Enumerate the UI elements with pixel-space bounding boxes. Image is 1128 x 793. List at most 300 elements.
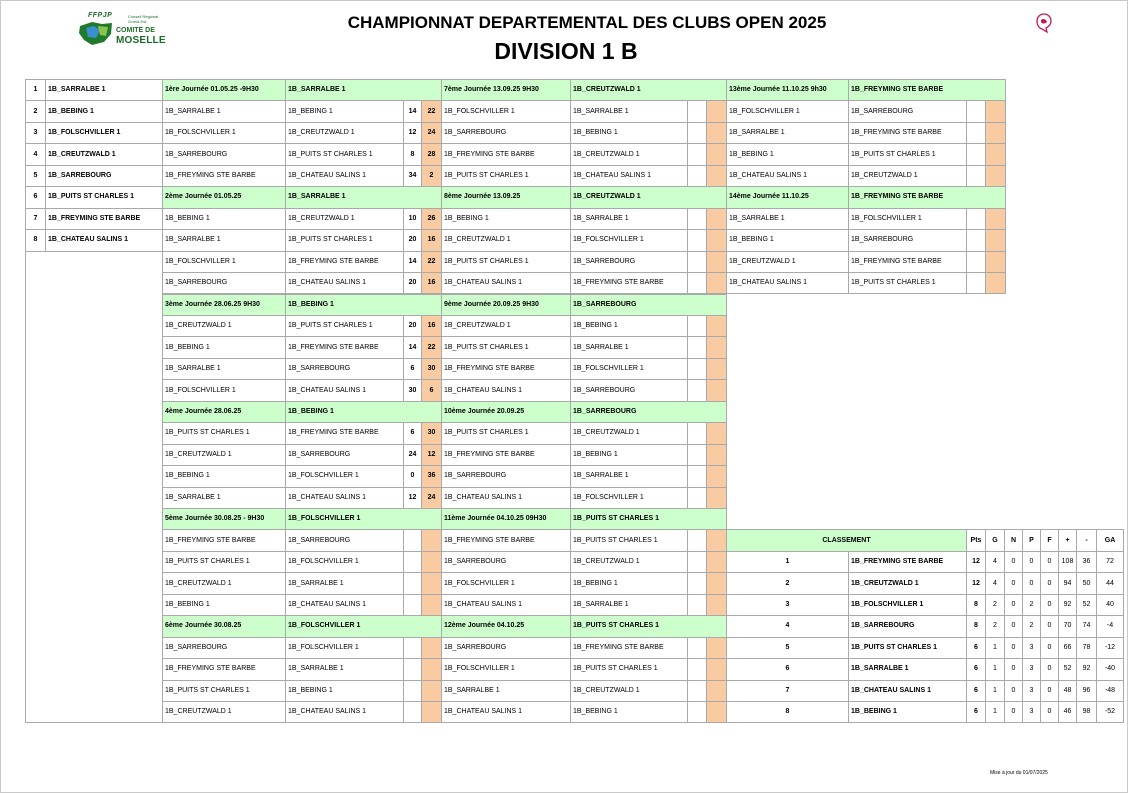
match-score-away (706, 465, 727, 487)
match-score-away (706, 143, 727, 165)
round-host: 1B_FREYMING STE BARBE (848, 186, 1006, 208)
match-home-team: 1B_PUITS ST CHARLES 1 (441, 165, 571, 187)
match-away-team: 1B_FOLSCHVILLER 1 (570, 229, 688, 251)
match-home-team: 1B_FOLSCHVILLER 1 (162, 251, 286, 273)
match-home-team: 1B_CREUTZWALD 1 (162, 701, 286, 723)
match-home-team: 1B_FREYMING STE BARBE (162, 165, 286, 187)
match-away-team: 1B_SARREBOURG (285, 529, 404, 551)
match-away-team: 1B_CHATEAU SALINS 1 (570, 165, 688, 187)
match-score-away (985, 229, 1006, 251)
standings-pts: 6 (966, 637, 986, 659)
match-score-home (687, 487, 707, 509)
team-number: 8 (25, 229, 46, 251)
match-away-team: 1B_CREUTZWALD 1 (285, 208, 404, 230)
match-score-away (421, 594, 442, 616)
match-score-away (706, 229, 727, 251)
match-score-home (687, 422, 707, 444)
standings-g: 1 (985, 658, 1005, 680)
match-score-home (966, 208, 986, 230)
match-away-team: 1B_PUITS ST CHARLES 1 (848, 272, 967, 294)
match-score-away (706, 315, 727, 337)
logo-committee-line1: COMITE DE (116, 27, 155, 34)
match-home-team: 1B_CREUTZWALD 1 (726, 251, 849, 273)
standings-g: 1 (985, 680, 1005, 702)
match-score-home (687, 336, 707, 358)
match-home-team: 1B_FREYMING STE BARBE (441, 529, 571, 551)
match-score-home: 12 (403, 487, 422, 509)
match-away-team: 1B_FREYMING STE BARBE (285, 336, 404, 358)
standings-pts: 8 (966, 594, 986, 616)
team-name: 1B_SARRALBE 1 (45, 79, 163, 101)
standings-p: 3 (1022, 701, 1041, 723)
logo-region: Conseil Régional Grand-Est (128, 14, 159, 24)
match-score-home: 0 (403, 465, 422, 487)
match-home-team: 1B_SARREBOURG (441, 637, 571, 659)
standings-p: 2 (1022, 594, 1041, 616)
match-score-home (403, 680, 422, 702)
match-score-away (706, 680, 727, 702)
standings-plus: 48 (1058, 680, 1077, 702)
standings-ga: -40 (1096, 658, 1124, 680)
standings-team: 1B_BEBING 1 (848, 701, 967, 723)
match-score-away (706, 272, 727, 294)
standings-p: 0 (1022, 572, 1041, 594)
standings-team: 1B_CHATEAU SALINS 1 (848, 680, 967, 702)
standings-g: 2 (985, 615, 1005, 637)
match-score-home (687, 272, 707, 294)
match-home-team: 1B_PUITS ST CHARLES 1 (441, 422, 571, 444)
match-score-away (985, 208, 1006, 230)
match-score-home: 20 (403, 272, 422, 294)
match-score-home (687, 680, 707, 702)
match-score-away: 22 (421, 251, 442, 273)
round-host: 1B_PUITS ST CHARLES 1 (570, 615, 727, 637)
match-score-home (687, 572, 707, 594)
match-home-team: 1B_PUITS ST CHARLES 1 (441, 336, 571, 358)
match-away-team: 1B_FREYMING STE BARBE (285, 422, 404, 444)
match-score-away: 6 (421, 379, 442, 401)
match-away-team: 1B_CHATEAU SALINS 1 (285, 701, 404, 723)
match-score-home (966, 272, 986, 294)
match-score-home (966, 143, 986, 165)
match-away-team: 1B_PUITS ST CHARLES 1 (570, 529, 688, 551)
match-score-away (985, 272, 1006, 294)
round-host: 1B_SARREBOURG (570, 294, 727, 316)
standings-ga: 40 (1096, 594, 1124, 616)
standings-plus: 94 (1058, 572, 1077, 594)
round-host: 1B_SARRALBE 1 (285, 186, 442, 208)
standings-plus: 92 (1058, 594, 1077, 616)
team-name: 1B_FOLSCHVILLER 1 (45, 122, 163, 144)
match-score-home (966, 122, 986, 144)
match-home-team: 1B_SARRALBE 1 (162, 487, 286, 509)
team-name: 1B_BEBING 1 (45, 100, 163, 122)
match-away-team: 1B_SARREBOURG (848, 229, 967, 251)
match-away-team: 1B_CHATEAU SALINS 1 (285, 487, 404, 509)
match-away-team: 1B_SARREBOURG (285, 358, 404, 380)
match-away-team: 1B_BEBING 1 (285, 680, 404, 702)
match-away-team: 1B_SARRALBE 1 (570, 100, 688, 122)
match-home-team: 1B_FREYMING STE BARBE (162, 658, 286, 680)
match-score-away (706, 358, 727, 380)
match-away-team: 1B_BEBING 1 (570, 572, 688, 594)
standings-g: 1 (985, 637, 1005, 659)
standings-minus: 96 (1076, 680, 1097, 702)
match-home-team: 1B_CREUTZWALD 1 (441, 229, 571, 251)
match-score-away: 16 (421, 272, 442, 294)
round-host: 1B_BEBING 1 (285, 401, 442, 423)
update-note: Mise à jour du 01/07/2025 (990, 770, 1048, 776)
standings-f: 0 (1040, 658, 1059, 680)
round-label: 12ème Journée 04.10.25 (441, 615, 571, 637)
match-away-team: 1B_PUITS ST CHARLES 1 (570, 658, 688, 680)
match-home-team: 1B_SARREBOURG (441, 122, 571, 144)
match-away-team: 1B_SARRALBE 1 (285, 658, 404, 680)
standings-f: 0 (1040, 594, 1059, 616)
match-home-team: 1B_CHATEAU SALINS 1 (726, 165, 849, 187)
match-score-home: 10 (403, 208, 422, 230)
match-away-team: 1B_CREUTZWALD 1 (570, 422, 688, 444)
match-score-away (706, 100, 727, 122)
match-away-team: 1B_FOLSCHVILLER 1 (570, 487, 688, 509)
match-score-away (706, 487, 727, 509)
match-score-away: 22 (421, 100, 442, 122)
match-away-team: 1B_FOLSCHVILLER 1 (570, 358, 688, 380)
match-score-home (687, 143, 707, 165)
match-away-team: 1B_SARRALBE 1 (285, 572, 404, 594)
match-score-away: 24 (421, 487, 442, 509)
match-score-away (985, 165, 1006, 187)
match-score-away (706, 572, 727, 594)
standings-f: 0 (1040, 701, 1059, 723)
match-away-team: 1B_FREYMING STE BARBE (848, 251, 967, 273)
match-score-away: 36 (421, 465, 442, 487)
match-home-team: 1B_BEBING 1 (441, 208, 571, 230)
match-score-away (985, 122, 1006, 144)
round-label: 7ème Journée 13.09.25 9H30 (441, 79, 571, 101)
match-score-home: 14 (403, 100, 422, 122)
match-home-team: 1B_SARRALBE 1 (162, 100, 286, 122)
standings-pts: 8 (966, 615, 986, 637)
match-score-away: 16 (421, 229, 442, 251)
match-score-away (706, 637, 727, 659)
standings-column-header: F (1040, 529, 1059, 551)
match-away-team: 1B_CREUTZWALD 1 (570, 551, 688, 573)
match-away-team: 1B_SARRALBE 1 (570, 208, 688, 230)
standings-rank: 3 (726, 594, 849, 616)
match-score-home (687, 551, 707, 573)
round-label: 9ème Journée 20.09.25 9H30 (441, 294, 571, 316)
match-home-team: 1B_CHATEAU SALINS 1 (441, 272, 571, 294)
standings-n: 0 (1004, 572, 1023, 594)
match-home-team: 1B_CHATEAU SALINS 1 (441, 487, 571, 509)
match-score-home (687, 315, 707, 337)
match-away-team: 1B_BEBING 1 (570, 122, 688, 144)
match-home-team: 1B_CREUTZWALD 1 (162, 315, 286, 337)
blank-area (25, 251, 163, 724)
match-away-team: 1B_PUITS ST CHARLES 1 (285, 143, 404, 165)
match-score-away: 12 (421, 444, 442, 466)
match-home-team: 1B_CREUTZWALD 1 (441, 315, 571, 337)
match-home-team: 1B_SARRALBE 1 (441, 680, 571, 702)
match-away-team: 1B_FREYMING STE BARBE (848, 122, 967, 144)
standings-column-header: G (985, 529, 1005, 551)
match-score-home (687, 444, 707, 466)
round-label: 13ème Journée 11.10.25 9h30 (726, 79, 849, 101)
logo-org: FFPJP (88, 12, 113, 19)
match-score-away (706, 422, 727, 444)
match-score-away (985, 251, 1006, 273)
match-home-team: 1B_FREYMING STE BARBE (441, 444, 571, 466)
match-away-team: 1B_BEBING 1 (285, 100, 404, 122)
standings-f: 0 (1040, 551, 1059, 573)
page-title: CHAMPIONNAT DEPARTEMENTAL DES CLUBS OPEN 2025 (347, 13, 827, 32)
match-score-away (985, 143, 1006, 165)
match-away-team: 1B_CHATEAU SALINS 1 (285, 272, 404, 294)
match-score-away (421, 680, 442, 702)
match-home-team: 1B_FREYMING STE BARBE (162, 529, 286, 551)
match-away-team: 1B_FREYMING STE BARBE (570, 637, 688, 659)
standings-plus: 52 (1058, 658, 1077, 680)
match-score-home (403, 658, 422, 680)
match-score-away (706, 444, 727, 466)
match-score-home (966, 165, 986, 187)
match-away-team: 1B_PUITS ST CHARLES 1 (285, 229, 404, 251)
match-score-away (706, 251, 727, 273)
match-score-away (421, 701, 442, 723)
match-score-home (687, 658, 707, 680)
standings-pts: 6 (966, 701, 986, 723)
match-score-home (687, 208, 707, 230)
standings-pts: 12 (966, 572, 986, 594)
standings-n: 0 (1004, 701, 1023, 723)
round-host: 1B_PUITS ST CHARLES 1 (570, 508, 727, 530)
round-label: 10ème Journée 20.09.25 (441, 401, 571, 423)
match-home-team: 1B_BEBING 1 (162, 594, 286, 616)
match-away-team: 1B_FOLSCHVILLER 1 (285, 465, 404, 487)
round-label: 5ème Journée 30.08.25 - 9H30 (162, 508, 286, 530)
match-score-home: 24 (403, 444, 422, 466)
match-home-team: 1B_SARRALBE 1 (162, 358, 286, 380)
standings-rank: 8 (726, 701, 849, 723)
match-score-away (706, 336, 727, 358)
round-label: 1ère Journée 01.05.25 -9H30 (162, 79, 286, 101)
match-score-home (403, 529, 422, 551)
match-home-team: 1B_FOLSCHVILLER 1 (162, 379, 286, 401)
match-score-away: 24 (421, 122, 442, 144)
standings-pts: 12 (966, 551, 986, 573)
standings-team: 1B_SARRALBE 1 (848, 658, 967, 680)
match-away-team: 1B_BEBING 1 (570, 701, 688, 723)
match-score-away (706, 379, 727, 401)
match-score-home: 12 (403, 122, 422, 144)
standings-n: 0 (1004, 658, 1023, 680)
team-name: 1B_CREUTZWALD 1 (45, 143, 163, 165)
round-host: 1B_BEBING 1 (285, 294, 442, 316)
match-away-team: 1B_CREUTZWALD 1 (285, 122, 404, 144)
match-score-home (687, 465, 707, 487)
match-score-home (687, 229, 707, 251)
match-away-team: 1B_BEBING 1 (570, 315, 688, 337)
match-home-team: 1B_FOLSCHVILLER 1 (441, 572, 571, 594)
round-host: 1B_FREYMING STE BARBE (848, 79, 1006, 101)
match-score-home: 20 (403, 229, 422, 251)
match-score-home (687, 100, 707, 122)
team-number: 2 (25, 100, 46, 122)
standings-g: 4 (985, 551, 1005, 573)
standings-rank: 5 (726, 637, 849, 659)
match-away-team: 1B_SARREBOURG (570, 379, 688, 401)
round-label: 6ème Journée 30.08.25 (162, 615, 286, 637)
standings-minus: 78 (1076, 637, 1097, 659)
team-number: 4 (25, 143, 46, 165)
standings-minus: 92 (1076, 658, 1097, 680)
match-home-team: 1B_PUITS ST CHARLES 1 (441, 251, 571, 273)
match-home-team: 1B_SARREBOURG (162, 272, 286, 294)
standings-team: 1B_FREYMING STE BARBE (848, 551, 967, 573)
match-score-home (403, 701, 422, 723)
standings-column-header: Pts (966, 529, 986, 551)
match-home-team: 1B_BEBING 1 (162, 336, 286, 358)
match-home-team: 1B_CHATEAU SALINS 1 (441, 701, 571, 723)
match-score-away: 28 (421, 143, 442, 165)
match-away-team: 1B_FREYMING STE BARBE (570, 272, 688, 294)
match-home-team: 1B_CHATEAU SALINS 1 (726, 272, 849, 294)
team-name: 1B_FREYMING STE BARBE (45, 208, 163, 230)
match-score-away: 30 (421, 422, 442, 444)
match-away-team: 1B_FOLSCHVILLER 1 (285, 637, 404, 659)
match-away-team: 1B_PUITS ST CHARLES 1 (848, 143, 967, 165)
standings-column-header: P (1022, 529, 1041, 551)
standings-minus: 52 (1076, 594, 1097, 616)
match-score-home (687, 701, 707, 723)
division-title: DIVISION 1 B (494, 38, 638, 64)
match-home-team: 1B_SARRALBE 1 (726, 208, 849, 230)
round-label: 14ème Journée 11.10.25 (726, 186, 849, 208)
match-home-team: 1B_SARRALBE 1 (162, 229, 286, 251)
match-score-home: 30 (403, 379, 422, 401)
match-score-away (706, 122, 727, 144)
match-home-team: 1B_FOLSCHVILLER 1 (441, 100, 571, 122)
standings-column-header: N (1004, 529, 1023, 551)
match-score-away (421, 637, 442, 659)
match-score-away (706, 594, 727, 616)
round-label: 8ème Journée 13.09.25 (441, 186, 571, 208)
match-score-away (421, 551, 442, 573)
match-score-home: 8 (403, 143, 422, 165)
standings-ga: -12 (1096, 637, 1124, 659)
standings-column-header: - (1076, 529, 1097, 551)
team-name: 1B_CHATEAU SALINS 1 (45, 229, 163, 251)
standings-n: 0 (1004, 594, 1023, 616)
match-score-home: 14 (403, 251, 422, 273)
match-away-team: 1B_CHATEAU SALINS 1 (285, 165, 404, 187)
match-score-away (706, 658, 727, 680)
match-score-away: 22 (421, 336, 442, 358)
standings-ga: -4 (1096, 615, 1124, 637)
team-name: 1B_PUITS ST CHARLES 1 (45, 186, 163, 208)
team-number: 1 (25, 79, 46, 101)
standings-plus: 108 (1058, 551, 1077, 573)
round-host: 1B_SARRALBE 1 (285, 79, 442, 101)
match-away-team: 1B_SARRALBE 1 (570, 465, 688, 487)
match-score-away: 2 (421, 165, 442, 187)
standings-g: 1 (985, 701, 1005, 723)
standings-rank: 7 (726, 680, 849, 702)
standings-p: 2 (1022, 615, 1041, 637)
match-score-home: 6 (403, 358, 422, 380)
standings-team: 1B_FOLSCHVILLER 1 (848, 594, 967, 616)
match-home-team: 1B_FOLSCHVILLER 1 (162, 122, 286, 144)
standings-minus: 36 (1076, 551, 1097, 573)
standings-plus: 46 (1058, 701, 1077, 723)
standings-f: 0 (1040, 637, 1059, 659)
match-home-team: 1B_SARREBOURG (441, 551, 571, 573)
match-home-team: 1B_BEBING 1 (726, 229, 849, 251)
standings-rank: 2 (726, 572, 849, 594)
match-away-team: 1B_SARREBOURG (848, 100, 967, 122)
standings-column-header: + (1058, 529, 1077, 551)
standings-minus: 50 (1076, 572, 1097, 594)
standings-team: 1B_CREUTZWALD 1 (848, 572, 967, 594)
match-score-home (687, 358, 707, 380)
match-score-home (687, 251, 707, 273)
match-score-home (403, 551, 422, 573)
match-home-team: 1B_SARREBOURG (441, 465, 571, 487)
match-away-team: 1B_FOLSCHVILLER 1 (285, 551, 404, 573)
standings-p: 0 (1022, 551, 1041, 573)
match-score-home: 14 (403, 336, 422, 358)
team-number: 3 (25, 122, 46, 144)
match-away-team: 1B_BEBING 1 (570, 444, 688, 466)
match-score-away (985, 100, 1006, 122)
match-away-team: 1B_PUITS ST CHARLES 1 (285, 315, 404, 337)
standings-ga: 72 (1096, 551, 1124, 573)
standings-p: 3 (1022, 637, 1041, 659)
match-away-team: 1B_CREUTZWALD 1 (848, 165, 967, 187)
match-score-away (706, 701, 727, 723)
match-home-team: 1B_BEBING 1 (162, 208, 286, 230)
match-score-away (421, 572, 442, 594)
match-away-team: 1B_SARREBOURG (570, 251, 688, 273)
round-label: 4ème Journée 28.06.25 (162, 401, 286, 423)
standings-minus: 98 (1076, 701, 1097, 723)
standings-g: 4 (985, 572, 1005, 594)
match-home-team: 1B_CHATEAU SALINS 1 (441, 379, 571, 401)
standings-title: CLASSEMENT (726, 529, 967, 551)
standings-n: 0 (1004, 551, 1023, 573)
match-away-team: 1B_CREUTZWALD 1 (570, 680, 688, 702)
match-score-away: 30 (421, 358, 442, 380)
match-home-team: 1B_SARREBOURG (162, 143, 286, 165)
standings-team: 1B_SARREBOURG (848, 615, 967, 637)
round-host: 1B_SARREBOURG (570, 401, 727, 423)
match-home-team: 1B_PUITS ST CHARLES 1 (162, 422, 286, 444)
standings-plus: 70 (1058, 615, 1077, 637)
match-score-home (403, 637, 422, 659)
match-home-team: 1B_FREYMING STE BARBE (441, 358, 571, 380)
match-away-team: 1B_SARRALBE 1 (570, 594, 688, 616)
standings-p: 3 (1022, 658, 1041, 680)
match-home-team: 1B_CREUTZWALD 1 (162, 572, 286, 594)
match-away-team: 1B_CHATEAU SALINS 1 (285, 594, 404, 616)
match-away-team: 1B_CHATEAU SALINS 1 (285, 379, 404, 401)
standings-team: 1B_PUITS ST CHARLES 1 (848, 637, 967, 659)
standings-plus: 66 (1058, 637, 1077, 659)
match-score-away (421, 658, 442, 680)
match-home-team: 1B_CREUTZWALD 1 (162, 444, 286, 466)
round-label: 2ème Journée 01.05.25 (162, 186, 286, 208)
